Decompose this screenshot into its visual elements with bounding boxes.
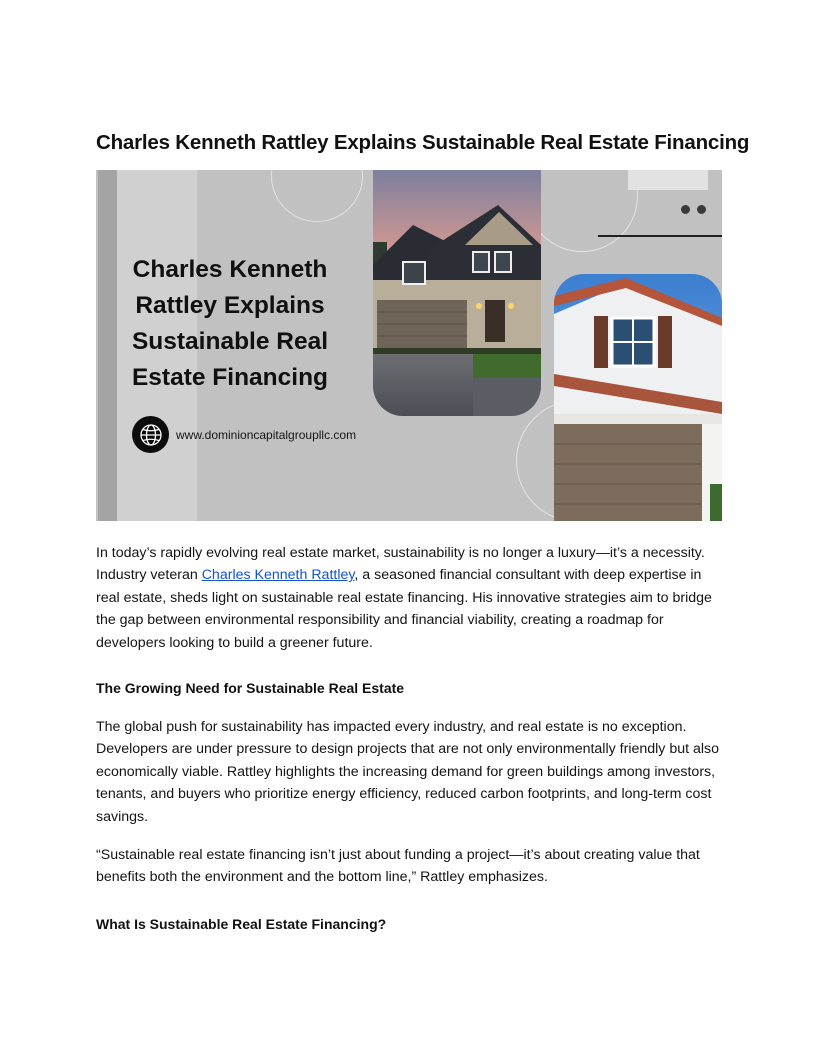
intro-paragraph <box>96 542 722 654</box>
banner-decor-line <box>598 235 722 237</box>
house-photo-garage <box>554 274 722 521</box>
decorative-arc <box>526 170 638 252</box>
intro-text-start: In today’s rapidly evolving real estate market, sustainability is no longer a luxury—it’s a necessity. Industry veteran <box>96 545 705 584</box>
section-heading-what-is: What Is Sustainable Real Estate Financing? <box>96 915 387 932</box>
article-banner-image <box>96 170 722 521</box>
banner-decor-dot <box>681 205 690 214</box>
document-title: Charles Kenneth Rattley Explains Sustainable Real Estate Financing <box>96 131 750 154</box>
banner-website-url: www.dominioncapitalgroupllc.com <box>176 427 357 442</box>
section-heading-growing-need: The Growing Need for Sustainable Real Estate <box>96 680 405 697</box>
rattley-quote-paragraph: “Sustainable real estate financing isn’t just about funding a project—it’s about creating value that benefits both the environment and the bottom line,” Rattley emphasizes. <box>96 847 700 886</box>
globe-icon <box>132 416 169 453</box>
charles-kenneth-rattley-link[interactable]: Charles Kenneth Rattley <box>201 567 355 584</box>
house-photo-dusk <box>373 170 541 416</box>
decorative-arc <box>271 170 363 222</box>
document-page <box>96 128 750 935</box>
banner-decor-dot <box>697 205 706 214</box>
banner-website <box>132 416 356 453</box>
banner-heading: Charles Kenneth Rattley Explains Sustainable Real Estate Financing <box>131 256 329 391</box>
intro-text-end: , a seasoned financial consultant with deep expertise in real estate, sheds light on sustainable real estate financing. His innovative strategies aim to bridge the gap between environmental responsibility and financial viability, creating a roadmap for developers looking to build a greener future. <box>96 567 712 651</box>
growing-need-paragraph: The global push for sustainability has impacted every industry, and real estate is no exception. Developers are under pressure to design projects that are not only environmentally friendly but also economically viable. Rattley highlights the increasing demand for green buildings among investors, tenants, and buyers who prioritize energy efficiency, reduced carbon footprints, and long-term cost savings. <box>96 719 720 825</box>
banner-decor-rectangle <box>628 170 708 190</box>
